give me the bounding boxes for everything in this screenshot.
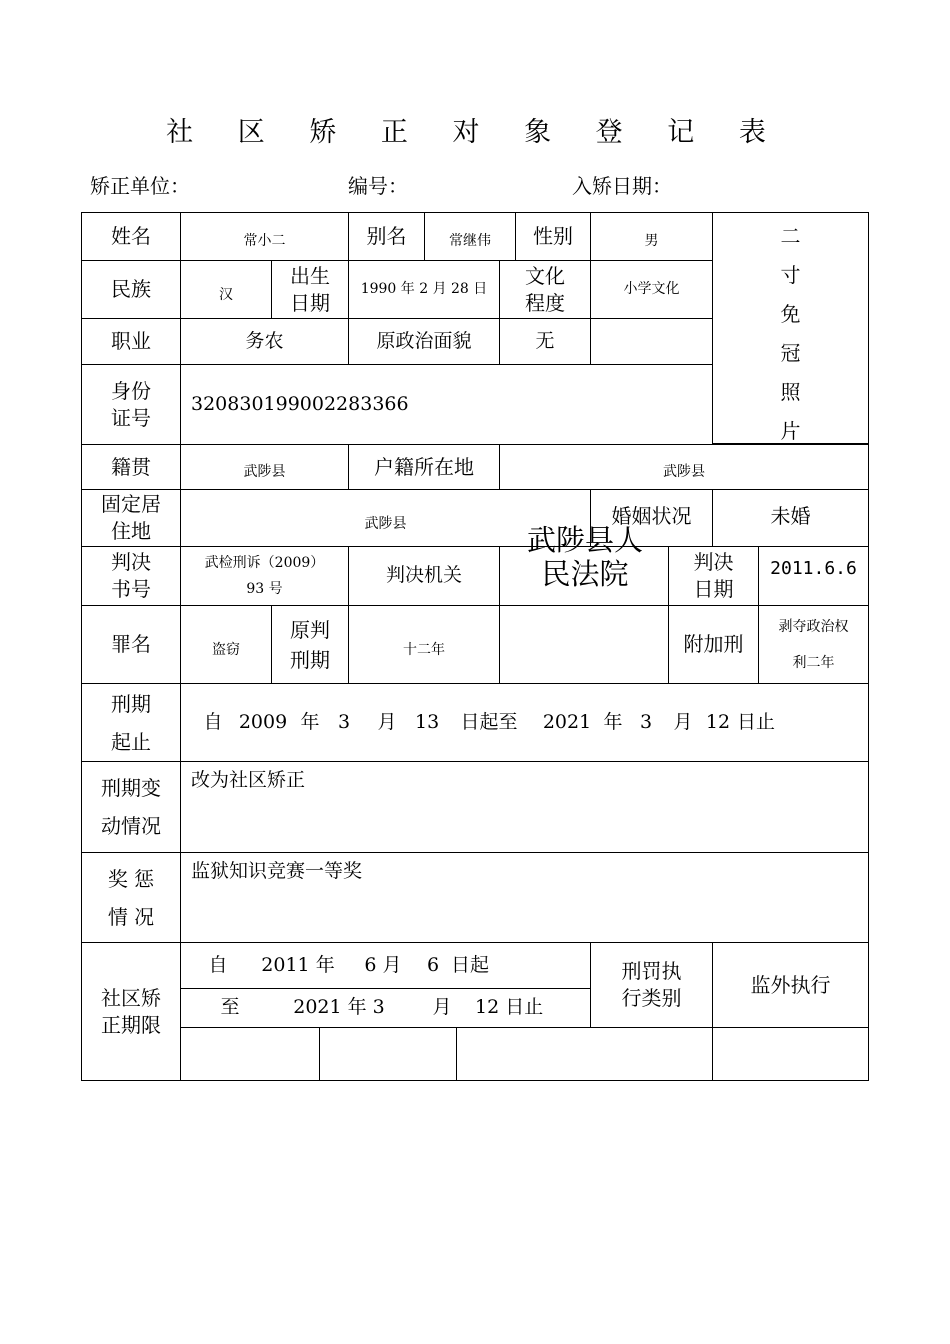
id-number-label: 身份 证号: [81, 364, 181, 445]
number-label: 编号：: [348, 174, 408, 198]
occupation-label: 职业: [81, 318, 181, 365]
blank-cell-3: [456, 1027, 713, 1081]
judgment-date-value: 2011.6.6: [758, 546, 869, 606]
crime-value: 盗窃: [180, 605, 272, 684]
photo-text-5: 照: [780, 380, 801, 404]
empty-cell-2: [499, 605, 669, 684]
term-period-value: 自 2009 年 3 月 13 日起至 2021 年 3 月 12 日止: [180, 683, 869, 762]
term-period-label: 刑期 起止: [81, 683, 181, 762]
rewards-penalties-label: 奖 惩 情 况: [81, 852, 181, 943]
alias-label: 别名: [348, 212, 425, 261]
marital-status-value: 未婚: [712, 489, 869, 547]
original-term-label: 原判 刑期: [271, 605, 349, 684]
name-label: 姓名: [81, 212, 181, 261]
blank-cell-4: [712, 1027, 869, 1081]
additional-penalty-label: 附加刑: [668, 605, 759, 684]
id-number-value: 320830199002283366: [180, 364, 713, 445]
gender-label: 性别: [515, 212, 591, 261]
unit-label: 矫正单位：: [90, 174, 190, 198]
judgment-no-label: 判决 书号: [81, 546, 181, 606]
photo-text-6: 片: [780, 419, 801, 443]
judgment-date-label: 判决 日期: [668, 546, 759, 606]
blank-cell-1: [180, 1027, 320, 1081]
ethnicity-value: 汉: [180, 260, 272, 319]
judgment-no-value: 武检刑诉（2009） 93 号: [180, 546, 349, 606]
execution-type-label: 刑罚执 行类别: [590, 942, 713, 1028]
blank-cell-2: [319, 1027, 457, 1081]
ethnicity-label: 民族: [81, 260, 181, 319]
photo-placeholder: [712, 212, 869, 444]
education-label: 文化 程度: [499, 260, 591, 319]
term-changes-label: 刑期变 动情况: [81, 761, 181, 853]
residence-value: 武陟县: [180, 489, 591, 547]
execution-type-value: 监外执行: [712, 942, 869, 1028]
photo-text-4: 冠: [780, 341, 801, 365]
entry-date-label: 入矫日期：: [572, 174, 672, 198]
correction-from: 自 2011 年 6 月 6 日起: [180, 942, 591, 989]
additional-penalty-value: 剥夺政治权 利二年: [758, 605, 869, 684]
court-name-stamp: 武陟县人 民法院: [526, 523, 643, 591]
photo-text-2: 寸: [780, 263, 801, 287]
rewards-penalties-value: 监狱知识竞赛一等奖: [180, 852, 869, 943]
household-location-value: 武陟县: [499, 444, 869, 490]
alias-value: 常继伟: [424, 212, 516, 261]
residence-label: 固定居 住地: [81, 489, 181, 547]
former-political-value: 无: [499, 318, 591, 365]
crime-label: 罪名: [81, 605, 181, 684]
education-value: 小学文化: [590, 260, 713, 319]
occupation-value: 务农: [180, 318, 349, 365]
form-title: 社 区 矫 正 对 象 登 记 表: [166, 117, 784, 148]
native-place-value: 武陟县: [180, 444, 349, 490]
name-value: 常小二: [180, 212, 349, 261]
term-changes-value: 改为社区矫正: [180, 761, 869, 853]
gender-value: 男: [590, 212, 713, 261]
empty-cell: [590, 318, 713, 365]
birth-date-label: 出生 日期: [271, 260, 349, 319]
photo-text-3: 免: [780, 302, 801, 326]
judgment-authority-label: 判决机关: [348, 546, 500, 606]
native-place-label: 籍贯: [81, 444, 181, 490]
household-location-label: 户籍所在地: [348, 444, 500, 490]
original-term-value: 十二年: [348, 605, 500, 684]
correction-to: 至 2021 年 3 月 12 日止: [180, 988, 591, 1028]
birth-date-value: 1990 年 2 月 28 日: [348, 260, 500, 319]
correction-period-label: 社区矫 正期限: [81, 942, 181, 1081]
former-political-label: 原政治面貌: [348, 318, 500, 365]
photo-text-1: 二: [780, 224, 801, 248]
marital-status-label: 婚姻状况: [590, 489, 713, 547]
